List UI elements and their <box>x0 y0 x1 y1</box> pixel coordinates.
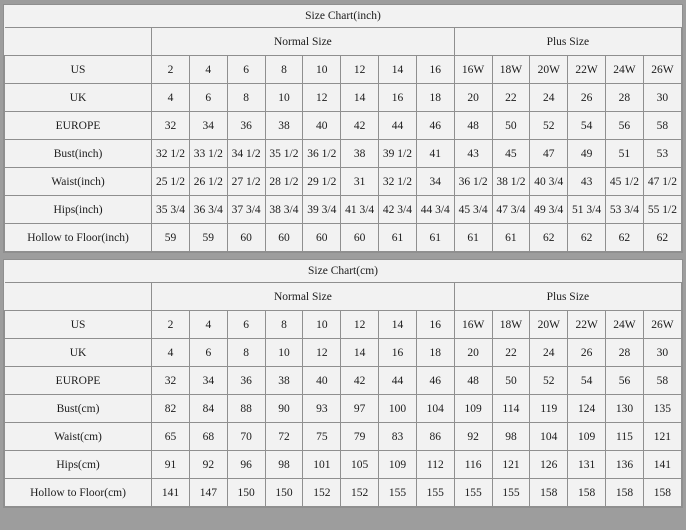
cell: 45 3/4 <box>454 196 492 224</box>
cell: 55 1/2 <box>643 196 681 224</box>
cell: 4 <box>152 339 190 367</box>
cell: 38 <box>265 367 303 395</box>
cell: 38 <box>341 140 379 168</box>
cell: 36 1/2 <box>454 168 492 196</box>
cell: 2 <box>152 311 190 339</box>
row-label-waist: Waist(inch) <box>5 168 152 196</box>
cell: 59 <box>189 224 227 252</box>
cell: 44 3/4 <box>416 196 454 224</box>
group-header-plus-size: Plus Size <box>454 283 681 311</box>
cell: 47 1/2 <box>643 168 681 196</box>
cell: 4 <box>189 311 227 339</box>
table-row <box>5 84 682 112</box>
cell: 32 1/2 <box>379 168 417 196</box>
cell: 97 <box>341 395 379 423</box>
cell: 98 <box>492 423 530 451</box>
cell: 30 <box>643 339 681 367</box>
cell: 68 <box>189 423 227 451</box>
cell: 32 <box>152 112 190 140</box>
cell: 42 <box>341 112 379 140</box>
cell: 152 <box>303 479 341 507</box>
cell: 24 <box>530 84 568 112</box>
cell: 40 3/4 <box>530 168 568 196</box>
cell: 58 <box>643 112 681 140</box>
row-label-waist: Waist(cm) <box>5 423 152 451</box>
cell: 88 <box>227 395 265 423</box>
cell: 155 <box>492 479 530 507</box>
cell: 56 <box>606 367 644 395</box>
cell: 2 <box>152 56 190 84</box>
cell: 26 <box>568 339 606 367</box>
table-row <box>5 479 682 507</box>
cell: 150 <box>227 479 265 507</box>
cell: 28 <box>606 84 644 112</box>
cell: 93 <box>303 395 341 423</box>
cell: 126 <box>530 451 568 479</box>
cell: 33 1/2 <box>189 140 227 168</box>
cell: 135 <box>643 395 681 423</box>
cell: 8 <box>265 311 303 339</box>
cell: 158 <box>568 479 606 507</box>
cell: 70 <box>227 423 265 451</box>
cell: 62 <box>643 224 681 252</box>
cell: 54 <box>568 367 606 395</box>
table-row <box>5 339 682 367</box>
table-row <box>5 367 682 395</box>
cell: 48 <box>454 367 492 395</box>
cell: 61 <box>416 224 454 252</box>
cell: 43 <box>454 140 492 168</box>
table-row <box>5 423 682 451</box>
cell: 59 <box>152 224 190 252</box>
cell: 26 1/2 <box>189 168 227 196</box>
cell: 10 <box>265 339 303 367</box>
cell: 155 <box>416 479 454 507</box>
cell: 20W <box>530 311 568 339</box>
cell: 25 1/2 <box>152 168 190 196</box>
cell: 35 1/2 <box>265 140 303 168</box>
cell: 72 <box>265 423 303 451</box>
cell: 45 <box>492 140 530 168</box>
cell: 12 <box>303 339 341 367</box>
size-chart-cm-block <box>3 259 683 508</box>
row-label-bust: Bust(cm) <box>5 395 152 423</box>
cell: 4 <box>152 84 190 112</box>
cell: 96 <box>227 451 265 479</box>
cell: 42 3/4 <box>379 196 417 224</box>
row-label-europe: EUROPE <box>5 112 152 140</box>
cell: 28 <box>606 339 644 367</box>
cell: 43 <box>568 168 606 196</box>
cell: 51 3/4 <box>568 196 606 224</box>
cell: 131 <box>568 451 606 479</box>
cell: 82 <box>152 395 190 423</box>
cell: 155 <box>454 479 492 507</box>
cell: 58 <box>643 367 681 395</box>
cell: 10 <box>265 84 303 112</box>
table-title-row <box>5 5 682 28</box>
cell: 109 <box>568 423 606 451</box>
cell: 104 <box>416 395 454 423</box>
cell: 14 <box>379 56 417 84</box>
cell: 124 <box>568 395 606 423</box>
cell: 8 <box>265 56 303 84</box>
cell: 22W <box>568 56 606 84</box>
cell: 36 <box>227 367 265 395</box>
cell: 16 <box>416 311 454 339</box>
cell: 22W <box>568 311 606 339</box>
row-label-us: US <box>5 311 152 339</box>
cell: 41 3/4 <box>341 196 379 224</box>
row-label-bust: Bust(inch) <box>5 140 152 168</box>
cell: 130 <box>606 395 644 423</box>
cell: 147 <box>189 479 227 507</box>
row-label-hips: Hips(cm) <box>5 451 152 479</box>
row-label-us: US <box>5 56 152 84</box>
page-title: Size Chart(inch) <box>5 5 682 28</box>
cell: 54 <box>568 112 606 140</box>
cell: 27 1/2 <box>227 168 265 196</box>
cell: 20 <box>454 84 492 112</box>
cell: 44 <box>379 112 417 140</box>
cell: 20 <box>454 339 492 367</box>
table-row <box>5 112 682 140</box>
cell: 101 <box>303 451 341 479</box>
cell: 6 <box>227 311 265 339</box>
cell: 158 <box>643 479 681 507</box>
cell: 24W <box>606 311 644 339</box>
cell: 61 <box>492 224 530 252</box>
cell: 109 <box>454 395 492 423</box>
cell: 49 <box>568 140 606 168</box>
cell: 12 <box>341 311 379 339</box>
corner-blank-cell <box>5 28 152 56</box>
cell: 18 <box>416 339 454 367</box>
cell: 26W <box>643 56 681 84</box>
cell: 105 <box>341 451 379 479</box>
row-label-europe: EUROPE <box>5 367 152 395</box>
cell: 47 3/4 <box>492 196 530 224</box>
cell: 30 <box>643 84 681 112</box>
cell: 61 <box>379 224 417 252</box>
cell: 32 <box>152 367 190 395</box>
cell: 14 <box>379 311 417 339</box>
table-row <box>5 395 682 423</box>
cell: 24W <box>606 56 644 84</box>
cell: 36 <box>227 112 265 140</box>
size-chart-inch-block <box>3 4 683 253</box>
cell: 50 <box>492 367 530 395</box>
cell: 16W <box>454 56 492 84</box>
cell: 22 <box>492 84 530 112</box>
row-label-uk: UK <box>5 339 152 367</box>
cell: 18 <box>416 84 454 112</box>
cell: 16W <box>454 311 492 339</box>
size-chart-cm-table <box>4 260 682 507</box>
cell: 65 <box>152 423 190 451</box>
cell: 53 <box>643 140 681 168</box>
cell: 28 1/2 <box>265 168 303 196</box>
cell: 40 <box>303 112 341 140</box>
cell: 18W <box>492 311 530 339</box>
cell: 48 <box>454 112 492 140</box>
cell: 115 <box>606 423 644 451</box>
cell: 35 3/4 <box>152 196 190 224</box>
cell: 34 <box>189 367 227 395</box>
cell: 83 <box>379 423 417 451</box>
cell: 16 <box>416 56 454 84</box>
cell: 62 <box>606 224 644 252</box>
cell: 52 <box>530 367 568 395</box>
cell: 109 <box>379 451 417 479</box>
cell: 26W <box>643 311 681 339</box>
cell: 16 <box>379 339 417 367</box>
row-label-hips: Hips(inch) <box>5 196 152 224</box>
cell: 39 3/4 <box>303 196 341 224</box>
cell: 10 <box>303 56 341 84</box>
cell: 62 <box>530 224 568 252</box>
cell: 60 <box>227 224 265 252</box>
cell: 114 <box>492 395 530 423</box>
cell: 34 <box>189 112 227 140</box>
cell: 84 <box>189 395 227 423</box>
cell: 116 <box>454 451 492 479</box>
cell: 4 <box>189 56 227 84</box>
cell: 75 <box>303 423 341 451</box>
cell: 45 1/2 <box>606 168 644 196</box>
cell: 24 <box>530 339 568 367</box>
group-header-normal-size: Normal Size <box>152 283 455 311</box>
cell: 41 <box>416 140 454 168</box>
cell: 37 3/4 <box>227 196 265 224</box>
table-group-row <box>5 283 682 311</box>
page-title: Size Chart(cm) <box>5 260 682 283</box>
cell: 158 <box>530 479 568 507</box>
cell: 39 1/2 <box>379 140 417 168</box>
cell: 56 <box>606 112 644 140</box>
cell: 6 <box>227 56 265 84</box>
cell: 12 <box>341 56 379 84</box>
cell: 34 <box>416 168 454 196</box>
cell: 14 <box>341 84 379 112</box>
cell: 14 <box>341 339 379 367</box>
cell: 79 <box>341 423 379 451</box>
cell: 46 <box>416 367 454 395</box>
cell: 62 <box>568 224 606 252</box>
table-row <box>5 56 682 84</box>
cell: 16 <box>379 84 417 112</box>
cell: 34 1/2 <box>227 140 265 168</box>
table-row <box>5 311 682 339</box>
cell: 38 <box>265 112 303 140</box>
cell: 40 <box>303 367 341 395</box>
cell: 38 3/4 <box>265 196 303 224</box>
cell: 150 <box>265 479 303 507</box>
cell: 26 <box>568 84 606 112</box>
cell: 18W <box>492 56 530 84</box>
cell: 12 <box>303 84 341 112</box>
cell: 8 <box>227 339 265 367</box>
cell: 86 <box>416 423 454 451</box>
cell: 6 <box>189 339 227 367</box>
cell: 98 <box>265 451 303 479</box>
cell: 6 <box>189 84 227 112</box>
cell: 52 <box>530 112 568 140</box>
cell: 104 <box>530 423 568 451</box>
cell: 42 <box>341 367 379 395</box>
table-row <box>5 168 682 196</box>
group-header-plus-size: Plus Size <box>454 28 681 56</box>
cell: 47 <box>530 140 568 168</box>
cell: 155 <box>379 479 417 507</box>
cell: 60 <box>265 224 303 252</box>
cell: 53 3/4 <box>606 196 644 224</box>
table-row <box>5 451 682 479</box>
cell: 22 <box>492 339 530 367</box>
cell: 158 <box>606 479 644 507</box>
cell: 20W <box>530 56 568 84</box>
cell: 44 <box>379 367 417 395</box>
cell: 50 <box>492 112 530 140</box>
size-chart-inch-table <box>4 5 682 252</box>
corner-blank-cell <box>5 283 152 311</box>
row-label-hollow-to-floor: Hollow to Floor(cm) <box>5 479 152 507</box>
group-header-normal-size: Normal Size <box>152 28 455 56</box>
cell: 10 <box>303 311 341 339</box>
table-title-row <box>5 260 682 283</box>
cell: 51 <box>606 140 644 168</box>
cell: 92 <box>454 423 492 451</box>
cell: 8 <box>227 84 265 112</box>
cell: 121 <box>643 423 681 451</box>
cell: 91 <box>152 451 190 479</box>
cell: 90 <box>265 395 303 423</box>
cell: 112 <box>416 451 454 479</box>
cell: 36 1/2 <box>303 140 341 168</box>
cell: 136 <box>606 451 644 479</box>
cell: 152 <box>341 479 379 507</box>
table-row <box>5 224 682 252</box>
cell: 31 <box>341 168 379 196</box>
row-label-hollow-to-floor: Hollow to Floor(inch) <box>5 224 152 252</box>
row-label-uk: UK <box>5 84 152 112</box>
cell: 46 <box>416 112 454 140</box>
cell: 121 <box>492 451 530 479</box>
cell: 100 <box>379 395 417 423</box>
cell: 29 1/2 <box>303 168 341 196</box>
cell: 92 <box>189 451 227 479</box>
table-group-row <box>5 28 682 56</box>
cell: 32 1/2 <box>152 140 190 168</box>
cell: 60 <box>341 224 379 252</box>
cell: 61 <box>454 224 492 252</box>
cell: 141 <box>643 451 681 479</box>
cell: 38 1/2 <box>492 168 530 196</box>
cell: 141 <box>152 479 190 507</box>
table-row <box>5 140 682 168</box>
cell: 60 <box>303 224 341 252</box>
cell: 36 3/4 <box>189 196 227 224</box>
cell: 119 <box>530 395 568 423</box>
table-row <box>5 196 682 224</box>
cell: 49 3/4 <box>530 196 568 224</box>
